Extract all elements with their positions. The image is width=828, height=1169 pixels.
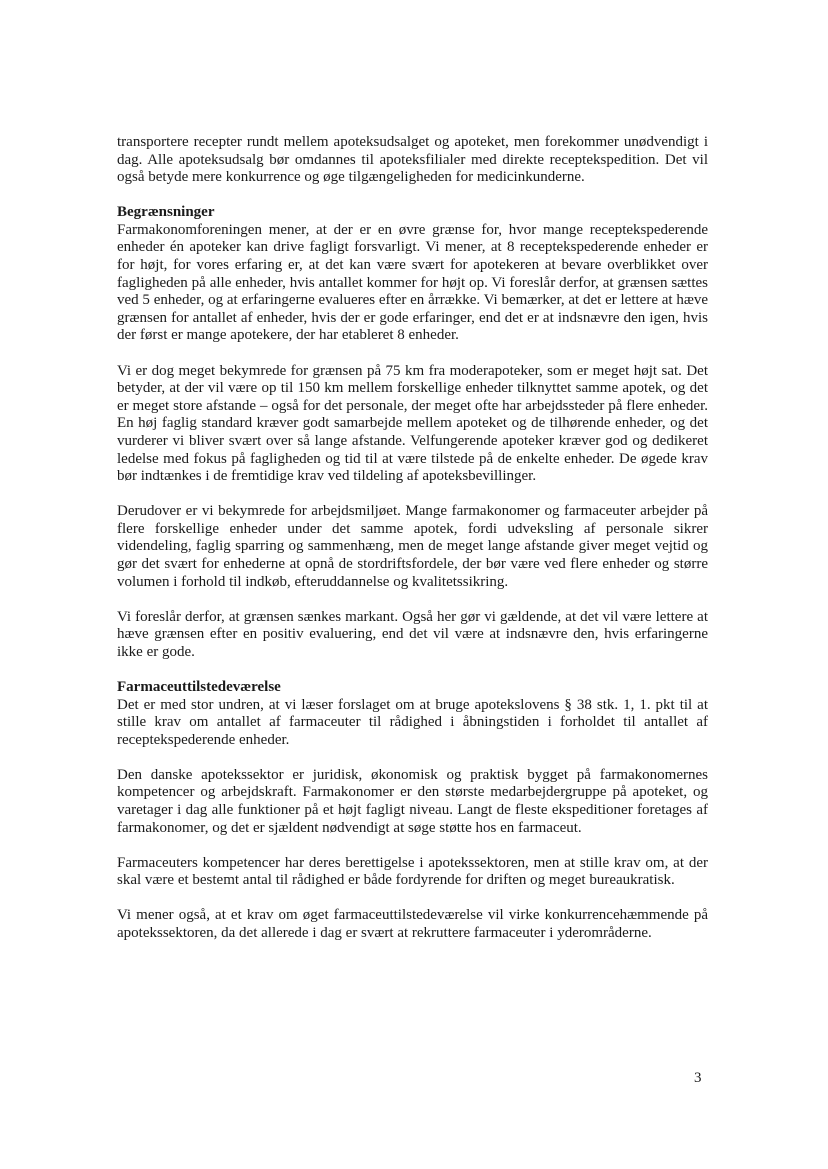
heading-begraensninger: Begrænsninger: [117, 204, 215, 221]
paragraph-forslag-graense: Vi foreslår derfor, at grænsen sænkes markant. Også her gør vi gældende, at det vil være lettere at hæve grænsen efter en positiv evaluering, end det vil være at indsnævre den, hvis erfaringerne ikke er gode.: [117, 608, 708, 660]
paragraph-begraensninger-1: Farmakonomforeningen mener, at der er en øvre grænse for, hvor mange receptekspederende enheder én apoteker kan drive fagligt forsvarligt. Vi mener, at 8 receptekspederende enheder er for højt, for vores erfaring er, at det kan være svært for apotekeren at bevare overblikket over fagligheden på alle enheder, hvis antallet kommer for højt op. Vi foreslår derfor, at grænsen sættes ved 5 enheder, og at erfaringerne evalueres efter en årrække. Vi bemærker, at det er lettere at hæve grænsen for antallet af enheder, hvis der er gode erfaringer, end det er at indsnævre den igen, hvis der først er mange apotekere, der har etableret 8 enheder.: [117, 221, 708, 344]
heading-farmaceuttilstedevaerelse: Farmaceuttilstedeværelse: [117, 678, 281, 695]
paragraph-farmaceut-4: Vi mener også, at et krav om øget farmaceuttilstedeværelse vil virke konkurrencehæmmende på apotekssektoren, da det allerede i dag er svært at rekruttere farmaceuter i yderområderne.: [117, 907, 708, 941]
paragraph-begraensninger-2: Vi er dog meget bekymrede for grænsen på 75 km fra moderapoteker, som er meget højt sat. Det betyder, at der vil være op til 150 km mellem forskellige enheder tilknyttet samme apotek, og det er meget store afstande – også for det personale, der meget ofte har arbejdssteder på flere enheder. En høj faglig standard kræver godt samarbejde mellem apoteket og de tilhørende enheder, og det vurderer vi bliver svært over så lange afstande. Velfungerende apoteker kræver god og dedikeret ledelse med fokus på fagligheden og tid til at være tilstede på de enkelte enheder. De øgede krav bør indtænkes i de fremtidige krav ved tildeling af apoteksbevillinger.: [117, 362, 708, 485]
page-number: 3: [694, 1070, 702, 1086]
paragraph-farmaceut-3: Farmaceuters kompetencer har deres berettigelse i apotekssektoren, men at stille krav om, at der skal være et bestemt antal til rådighed er både fordyrende for driften og meget bureaukratisk.: [117, 854, 708, 889]
paragraph-farmaceut-2: Den danske apotekssektor er juridisk, økonomisk og praktisk bygget på farmakonomernes kompetencer og arbejdskraft. Farmakonomer er den største medarbejdergruppe på apoteket, og varetager i dag alle funktioner på et højt fagligt niveau. Langt de fleste ekspeditioner foretages af farmakonomer, og det er sjældent nødvendigt at søge støtte hos en farmaceut.: [117, 766, 708, 836]
paragraph-arbejdsmiljoe: Derudover er vi bekymrede for arbejdsmiljøet. Mange farmakonomer og farmaceuter arbejder på flere forskellige enheder under det samme apotek, fordi udveksling af personale sikrer videndeling, faglig sparring og sammenhæng, men de meget lange afstande giver meget vejtid og gør det svært for enhederne at opnå de stordriftsfordele, der bør være ved flere enheder og større volumen i forhold til indkøb, efteruddannelse og kvalitetssikring.: [117, 503, 708, 590]
paragraph-farmaceut-1: Det er med stor undren, at vi læser forslaget om at bruge apotekslovens § 38 stk. 1, 1. pkt til at stille krav om antallet af farmaceuter til rådighed i åbningstiden i forholdet til antallet af receptekspederende enheder.: [117, 696, 708, 748]
paragraph-intro: transportere recepter rundt mellem apoteksudsalget og apoteket, men forekommer unødvendigt i dag. Alle apoteksudsalg bør omdannes til apoteksfilialer med direkte receptekspedition. Det vil også betyde mere konkurrence og øge tilgængeligheden for medicinkunderne.: [117, 134, 708, 186]
document-body: [117, 134, 708, 943]
